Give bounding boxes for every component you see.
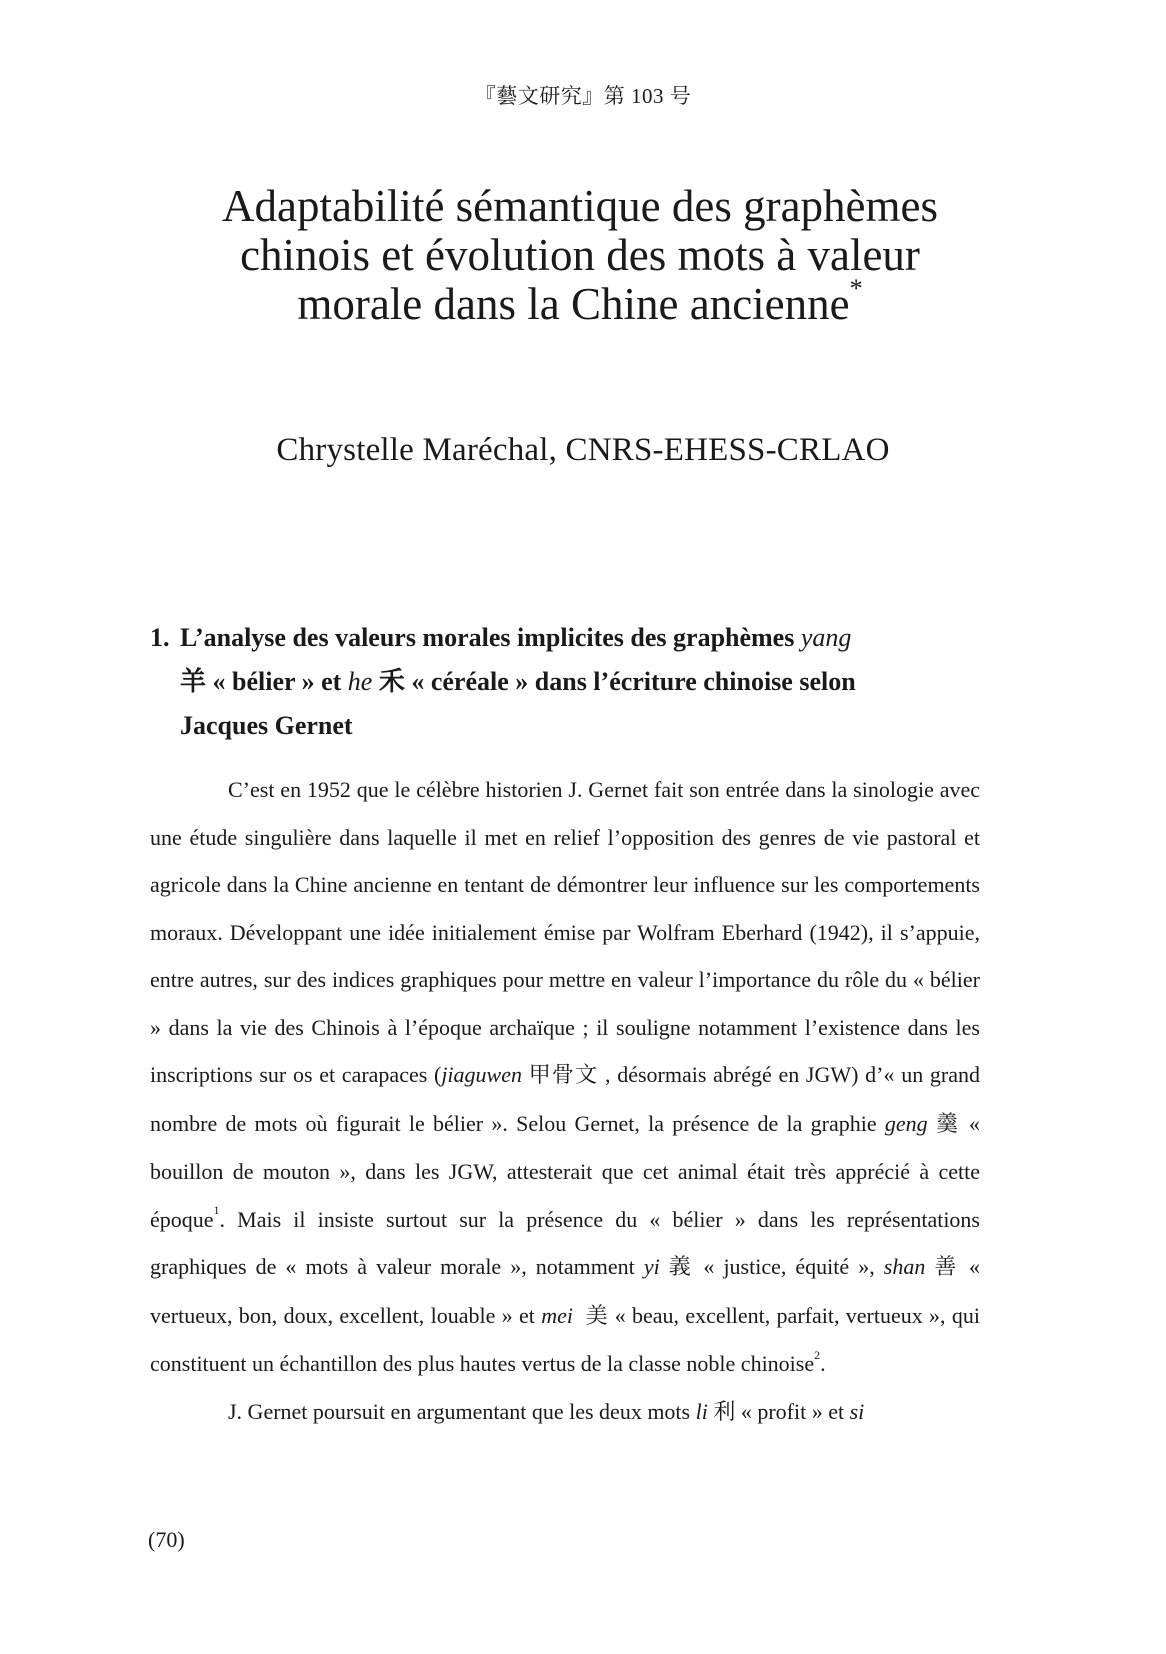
paragraph-2: J. Gernet poursuit en argumentant que les deux mots li 利 « profit » et si — [228, 1398, 865, 1425]
title-line-1: Adaptabilité sémantique des graphèmes — [221, 181, 939, 231]
title-line-3: morale dans la Chine ancienne — [297, 279, 850, 329]
journal-header: 『藝文研究』第 103 号 — [474, 84, 692, 108]
article-title — [130, 182, 1030, 329]
section-heading-1: 1. L’analyse des valeurs morales implicites des graphèmes yang 羊 « bélier » et he 禾 « céréale » dans l’écriture chinoise selon Jacques Gernet — [150, 616, 980, 748]
footnote-ref-2[interactable]: 2 — [814, 1347, 821, 1362]
footnote-ref-1[interactable]: 1 — [213, 1203, 220, 1218]
title-footnote-mark[interactable]: * — [849, 274, 863, 303]
author-line: Chrystelle Maréchal, CNRS-EHESS-CRLAO — [276, 432, 890, 468]
body-text — [150, 766, 980, 1436]
paragraph-1: C’est en 1952 que le célèbre historien J. Gernet fait son entrée dans la sinologie avec une étude singulière dans laquelle il met en relief l’opposition des genres de vie pastoral et agricole dans la Chine ancienne en tentant de démontrer leur influence sur les comportements moraux. Développant une idée initialement émise par Wolfram Eberhard (1942), il s’appuie, entre autres, sur des indices graphiques pour mettre en valeur l’importance du rôle du « bélier » dans la vie des Chinois à l’époque archaïque ; il souligne notamment l’existence dans les inscriptions sur os et carapaces (jiaguwen 甲骨文 , désormais abrégé en JGW) d’« un grand nombre de mots où figurait le bélier ». Selou Gernet, la présence de la graphie geng 羹 « bouillon de mouton », dans les JGW, attesterait que cet animal était très apprécié à cette époque$^1$. Mais il insiste surtout sur la présence du « bélier » dans les représentations graphiques de « mots à valeur morale », notamment yi 義 « justice, équité », shan 善 « vertueux, bon, doux, excellent, louable » et mei 美 « beau, excellent, parfait, vertueux », qui constituent un échantillon des plus hautes vertus de la classe noble chinoise$^2$. — [150, 777, 981, 1376]
page-number: (70) — [148, 1527, 185, 1552]
section-number: 1. — [150, 623, 170, 652]
title-line-2: chinois et évolution des mots à valeur — [240, 230, 920, 280]
